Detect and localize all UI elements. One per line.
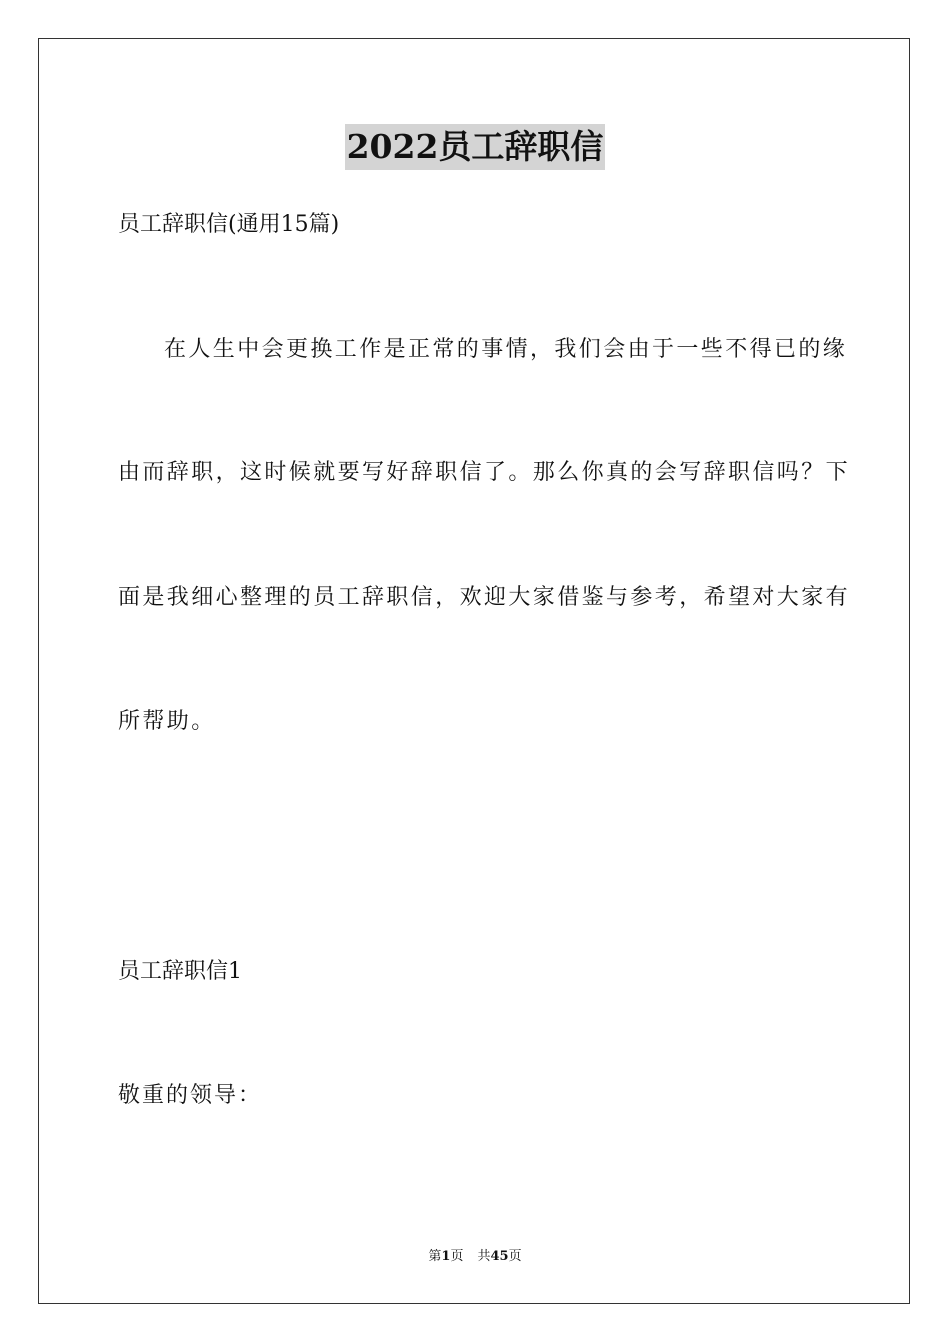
document-title: 2022员工辞职信 xyxy=(345,124,606,170)
page-suffix: 页 xyxy=(450,1249,464,1264)
intro-line: 在人生中会更换工作是正常的事情，我们会由于一些不得已的缘 xyxy=(164,337,848,362)
intro-line: 所帮助。 xyxy=(118,709,216,734)
page-prefix: 第 xyxy=(428,1249,442,1264)
page-number: 1 xyxy=(441,1249,451,1264)
intro-line: 由而辞职，这时候就要写好辞职信了。那么你真的会写辞职信吗？下 xyxy=(118,460,851,485)
document-subtitle: 员工辞职信(通用15篇) xyxy=(118,212,340,237)
total-pages: 45 xyxy=(490,1249,509,1264)
intro-line: 面是我细心整理的员工辞职信，欢迎大家借鉴与参考，希望对大家有 xyxy=(118,585,851,610)
total-suffix: 页 xyxy=(508,1249,522,1264)
salutation: 敬重的领导： xyxy=(118,1083,263,1108)
title-container xyxy=(0,124,950,170)
section-heading: 员工辞职信1 xyxy=(118,959,242,984)
page-footer xyxy=(0,1247,950,1267)
total-prefix: 共 xyxy=(477,1249,491,1264)
